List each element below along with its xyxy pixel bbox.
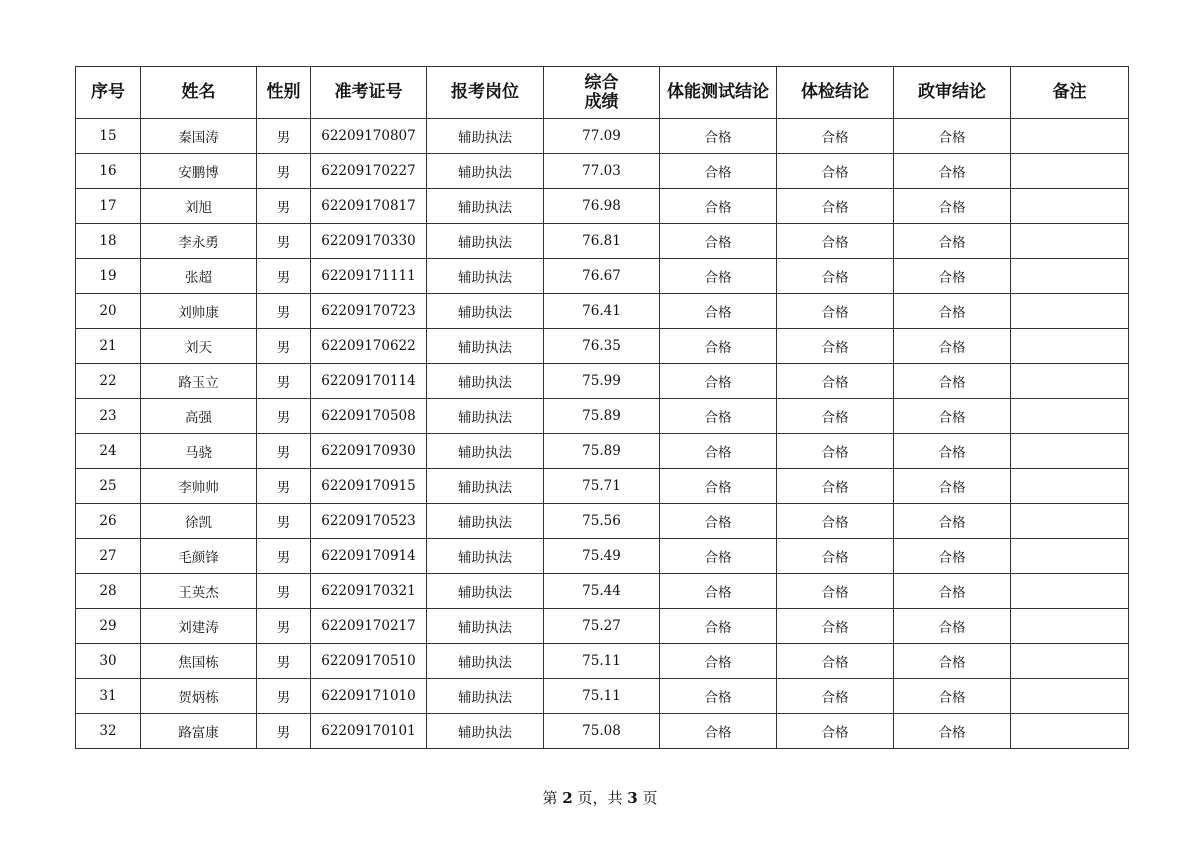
- cell-exam-no: 62209170101: [311, 714, 427, 749]
- cell-seq: 31: [76, 679, 141, 714]
- cell-gender: 男: [257, 469, 311, 504]
- cell-exam-no: 62209170817: [311, 189, 427, 224]
- cell-exam-no: 62209170807: [311, 119, 427, 154]
- table-row: [76, 574, 1129, 609]
- cell-position: 辅助执法: [427, 644, 544, 679]
- cell-position: 辅助执法: [427, 399, 544, 434]
- cell-score: 75.11: [544, 679, 660, 714]
- cell-gender: 男: [257, 574, 311, 609]
- cell-seq: 17: [76, 189, 141, 224]
- cell-remark: [1011, 504, 1129, 539]
- cell-fitness: 合格: [660, 504, 777, 539]
- cell-medical: 合格: [777, 224, 894, 259]
- cell-position: 辅助执法: [427, 294, 544, 329]
- header-medical: 体检结论: [777, 67, 894, 119]
- footer-mid: 页，共: [577, 789, 623, 807]
- cell-remark: [1011, 679, 1129, 714]
- cell-medical: 合格: [777, 119, 894, 154]
- cell-position: 辅助执法: [427, 679, 544, 714]
- table-row: [76, 434, 1129, 469]
- table-row: [76, 189, 1129, 224]
- cell-political: 合格: [894, 329, 1011, 364]
- cell-exam-no: 62209170523: [311, 504, 427, 539]
- cell-medical: 合格: [777, 644, 894, 679]
- cell-remark: [1011, 539, 1129, 574]
- cell-score: 77.03: [544, 154, 660, 189]
- cell-seq: 28: [76, 574, 141, 609]
- table-row: [76, 294, 1129, 329]
- cell-seq: 21: [76, 329, 141, 364]
- cell-seq: 29: [76, 609, 141, 644]
- cell-name: 高强: [141, 399, 257, 434]
- cell-medical: 合格: [777, 259, 894, 294]
- cell-political: 合格: [894, 574, 1011, 609]
- header-score: [544, 67, 660, 119]
- cell-fitness: 合格: [660, 364, 777, 399]
- cell-exam-no: 62209170321: [311, 574, 427, 609]
- cell-gender: 男: [257, 329, 311, 364]
- cell-seq: 20: [76, 294, 141, 329]
- header-name: 姓名: [141, 67, 257, 119]
- footer-suffix: 页: [642, 789, 658, 807]
- cell-political: 合格: [894, 119, 1011, 154]
- cell-name: 马骁: [141, 434, 257, 469]
- cell-name: 刘旭: [141, 189, 257, 224]
- header-exam-no: 准考证号: [311, 67, 427, 119]
- table-row: [76, 259, 1129, 294]
- table-row: [76, 714, 1129, 749]
- cell-seq: 27: [76, 539, 141, 574]
- header-row: [76, 67, 1129, 119]
- table-row: [76, 644, 1129, 679]
- cell-remark: [1011, 574, 1129, 609]
- cell-political: 合格: [894, 469, 1011, 504]
- cell-exam-no: 62209170723: [311, 294, 427, 329]
- cell-score: 76.35: [544, 329, 660, 364]
- cell-name: 路富康: [141, 714, 257, 749]
- cell-gender: 男: [257, 609, 311, 644]
- cell-medical: 合格: [777, 399, 894, 434]
- cell-position: 辅助执法: [427, 224, 544, 259]
- cell-medical: 合格: [777, 364, 894, 399]
- table-row: [76, 469, 1129, 504]
- cell-position: 辅助执法: [427, 504, 544, 539]
- cell-position: 辅助执法: [427, 714, 544, 749]
- cell-score: 76.41: [544, 294, 660, 329]
- footer-current-page: 2: [562, 789, 573, 807]
- cell-medical: 合格: [777, 154, 894, 189]
- cell-remark: [1011, 189, 1129, 224]
- footer-prefix: 第: [542, 789, 558, 807]
- cell-gender: 男: [257, 224, 311, 259]
- cell-position: 辅助执法: [427, 119, 544, 154]
- cell-gender: 男: [257, 259, 311, 294]
- header-political: 政审结论: [894, 67, 1011, 119]
- cell-exam-no: 62209171010: [311, 679, 427, 714]
- cell-gender: 男: [257, 714, 311, 749]
- table-body: [76, 119, 1129, 749]
- header-seq: 序号: [76, 67, 141, 119]
- table-row: [76, 364, 1129, 399]
- cell-medical: 合格: [777, 294, 894, 329]
- cell-fitness: 合格: [660, 539, 777, 574]
- cell-political: 合格: [894, 679, 1011, 714]
- header-score-line1: 综合: [584, 72, 619, 93]
- cell-seq: 32: [76, 714, 141, 749]
- cell-exam-no: 62209170510: [311, 644, 427, 679]
- cell-exam-no: 62209170915: [311, 469, 427, 504]
- cell-position: 辅助执法: [427, 154, 544, 189]
- cell-name: 刘帅康: [141, 294, 257, 329]
- cell-political: 合格: [894, 399, 1011, 434]
- cell-position: 辅助执法: [427, 469, 544, 504]
- cell-fitness: 合格: [660, 189, 777, 224]
- cell-score: 75.49: [544, 539, 660, 574]
- header-fitness: 体能测试结论: [660, 67, 777, 119]
- cell-score: 75.89: [544, 434, 660, 469]
- cell-fitness: 合格: [660, 154, 777, 189]
- cell-exam-no: 62209170217: [311, 609, 427, 644]
- cell-gender: 男: [257, 294, 311, 329]
- cell-remark: [1011, 294, 1129, 329]
- cell-gender: 男: [257, 399, 311, 434]
- cell-fitness: 合格: [660, 224, 777, 259]
- cell-score: 75.71: [544, 469, 660, 504]
- cell-name: 刘建涛: [141, 609, 257, 644]
- cell-political: 合格: [894, 714, 1011, 749]
- cell-exam-no: 62209170330: [311, 224, 427, 259]
- cell-seq: 30: [76, 644, 141, 679]
- cell-seq: 16: [76, 154, 141, 189]
- cell-medical: 合格: [777, 679, 894, 714]
- cell-exam-no: 62209170914: [311, 539, 427, 574]
- cell-name: 秦国涛: [141, 119, 257, 154]
- cell-political: 合格: [894, 294, 1011, 329]
- page-footer: [0, 787, 1200, 808]
- cell-political: 合格: [894, 539, 1011, 574]
- cell-score: 76.67: [544, 259, 660, 294]
- cell-remark: [1011, 364, 1129, 399]
- cell-position: 辅助执法: [427, 329, 544, 364]
- cell-political: 合格: [894, 644, 1011, 679]
- cell-fitness: 合格: [660, 469, 777, 504]
- cell-name: 李永勇: [141, 224, 257, 259]
- cell-seq: 25: [76, 469, 141, 504]
- cell-medical: 合格: [777, 574, 894, 609]
- cell-political: 合格: [894, 224, 1011, 259]
- cell-seq: 18: [76, 224, 141, 259]
- cell-name: 路玉立: [141, 364, 257, 399]
- cell-score: 75.89: [544, 399, 660, 434]
- table-row: [76, 504, 1129, 539]
- cell-name: 毛颜锋: [141, 539, 257, 574]
- cell-exam-no: 62209171111: [311, 259, 427, 294]
- cell-remark: [1011, 329, 1129, 364]
- cell-gender: 男: [257, 154, 311, 189]
- table-row: [76, 119, 1129, 154]
- cell-political: 合格: [894, 259, 1011, 294]
- cell-gender: 男: [257, 119, 311, 154]
- cell-remark: [1011, 259, 1129, 294]
- table-row: [76, 329, 1129, 364]
- table-row: [76, 609, 1129, 644]
- cell-score: 75.44: [544, 574, 660, 609]
- cell-position: 辅助执法: [427, 189, 544, 224]
- cell-remark: [1011, 714, 1129, 749]
- cell-medical: 合格: [777, 609, 894, 644]
- cell-gender: 男: [257, 189, 311, 224]
- table-row: [76, 679, 1129, 714]
- cell-remark: [1011, 434, 1129, 469]
- header-remark: 备注: [1011, 67, 1129, 119]
- cell-gender: 男: [257, 679, 311, 714]
- cell-remark: [1011, 224, 1129, 259]
- cell-name: 徐凯: [141, 504, 257, 539]
- footer-total-pages: 3: [627, 789, 638, 807]
- cell-exam-no: 62209170227: [311, 154, 427, 189]
- cell-gender: 男: [257, 539, 311, 574]
- cell-name: 张超: [141, 259, 257, 294]
- cell-score: 75.27: [544, 609, 660, 644]
- cell-political: 合格: [894, 154, 1011, 189]
- header-position: 报考岗位: [427, 67, 544, 119]
- cell-medical: 合格: [777, 714, 894, 749]
- cell-exam-no: 62209170930: [311, 434, 427, 469]
- cell-name: 安鹏博: [141, 154, 257, 189]
- table-row: [76, 539, 1129, 574]
- cell-political: 合格: [894, 434, 1011, 469]
- cell-score: 76.81: [544, 224, 660, 259]
- table-row: [76, 399, 1129, 434]
- cell-gender: 男: [257, 434, 311, 469]
- cell-position: 辅助执法: [427, 609, 544, 644]
- cell-fitness: 合格: [660, 714, 777, 749]
- cell-position: 辅助执法: [427, 434, 544, 469]
- cell-exam-no: 62209170508: [311, 399, 427, 434]
- cell-remark: [1011, 609, 1129, 644]
- cell-seq: 23: [76, 399, 141, 434]
- cell-political: 合格: [894, 189, 1011, 224]
- cell-gender: 男: [257, 644, 311, 679]
- header-gender: 性别: [257, 67, 311, 119]
- cell-gender: 男: [257, 364, 311, 399]
- cell-fitness: 合格: [660, 294, 777, 329]
- cell-medical: 合格: [777, 434, 894, 469]
- cell-fitness: 合格: [660, 259, 777, 294]
- cell-medical: 合格: [777, 539, 894, 574]
- cell-fitness: 合格: [660, 119, 777, 154]
- cell-fitness: 合格: [660, 434, 777, 469]
- cell-name: 王英杰: [141, 574, 257, 609]
- cell-fitness: 合格: [660, 644, 777, 679]
- cell-medical: 合格: [777, 504, 894, 539]
- cell-political: 合格: [894, 504, 1011, 539]
- cell-position: 辅助执法: [427, 259, 544, 294]
- cell-seq: 22: [76, 364, 141, 399]
- cell-fitness: 合格: [660, 399, 777, 434]
- cell-position: 辅助执法: [427, 574, 544, 609]
- cell-score: 75.08: [544, 714, 660, 749]
- cell-name: 刘天: [141, 329, 257, 364]
- cell-seq: 19: [76, 259, 141, 294]
- cell-score: 77.09: [544, 119, 660, 154]
- table-row: [76, 154, 1129, 189]
- cell-fitness: 合格: [660, 679, 777, 714]
- cell-seq: 24: [76, 434, 141, 469]
- cell-remark: [1011, 119, 1129, 154]
- table-row: [76, 224, 1129, 259]
- cell-name: 贺炳栋: [141, 679, 257, 714]
- cell-exam-no: 62209170622: [311, 329, 427, 364]
- cell-score: 75.11: [544, 644, 660, 679]
- cell-fitness: 合格: [660, 574, 777, 609]
- header-score-line2: 成绩: [584, 91, 619, 112]
- cell-score: 76.98: [544, 189, 660, 224]
- cell-fitness: 合格: [660, 609, 777, 644]
- cell-exam-no: 62209170114: [311, 364, 427, 399]
- cell-political: 合格: [894, 609, 1011, 644]
- cell-medical: 合格: [777, 469, 894, 504]
- cell-political: 合格: [894, 364, 1011, 399]
- cell-position: 辅助执法: [427, 539, 544, 574]
- cell-seq: 26: [76, 504, 141, 539]
- cell-remark: [1011, 644, 1129, 679]
- cell-remark: [1011, 469, 1129, 504]
- cell-score: 75.56: [544, 504, 660, 539]
- cell-remark: [1011, 154, 1129, 189]
- cell-score: 75.99: [544, 364, 660, 399]
- cell-gender: 男: [257, 504, 311, 539]
- cell-medical: 合格: [777, 189, 894, 224]
- cell-fitness: 合格: [660, 329, 777, 364]
- cell-position: 辅助执法: [427, 364, 544, 399]
- cell-name: 李帅帅: [141, 469, 257, 504]
- results-table: [75, 66, 1129, 749]
- cell-medical: 合格: [777, 329, 894, 364]
- cell-seq: 15: [76, 119, 141, 154]
- cell-remark: [1011, 399, 1129, 434]
- cell-name: 焦国栋: [141, 644, 257, 679]
